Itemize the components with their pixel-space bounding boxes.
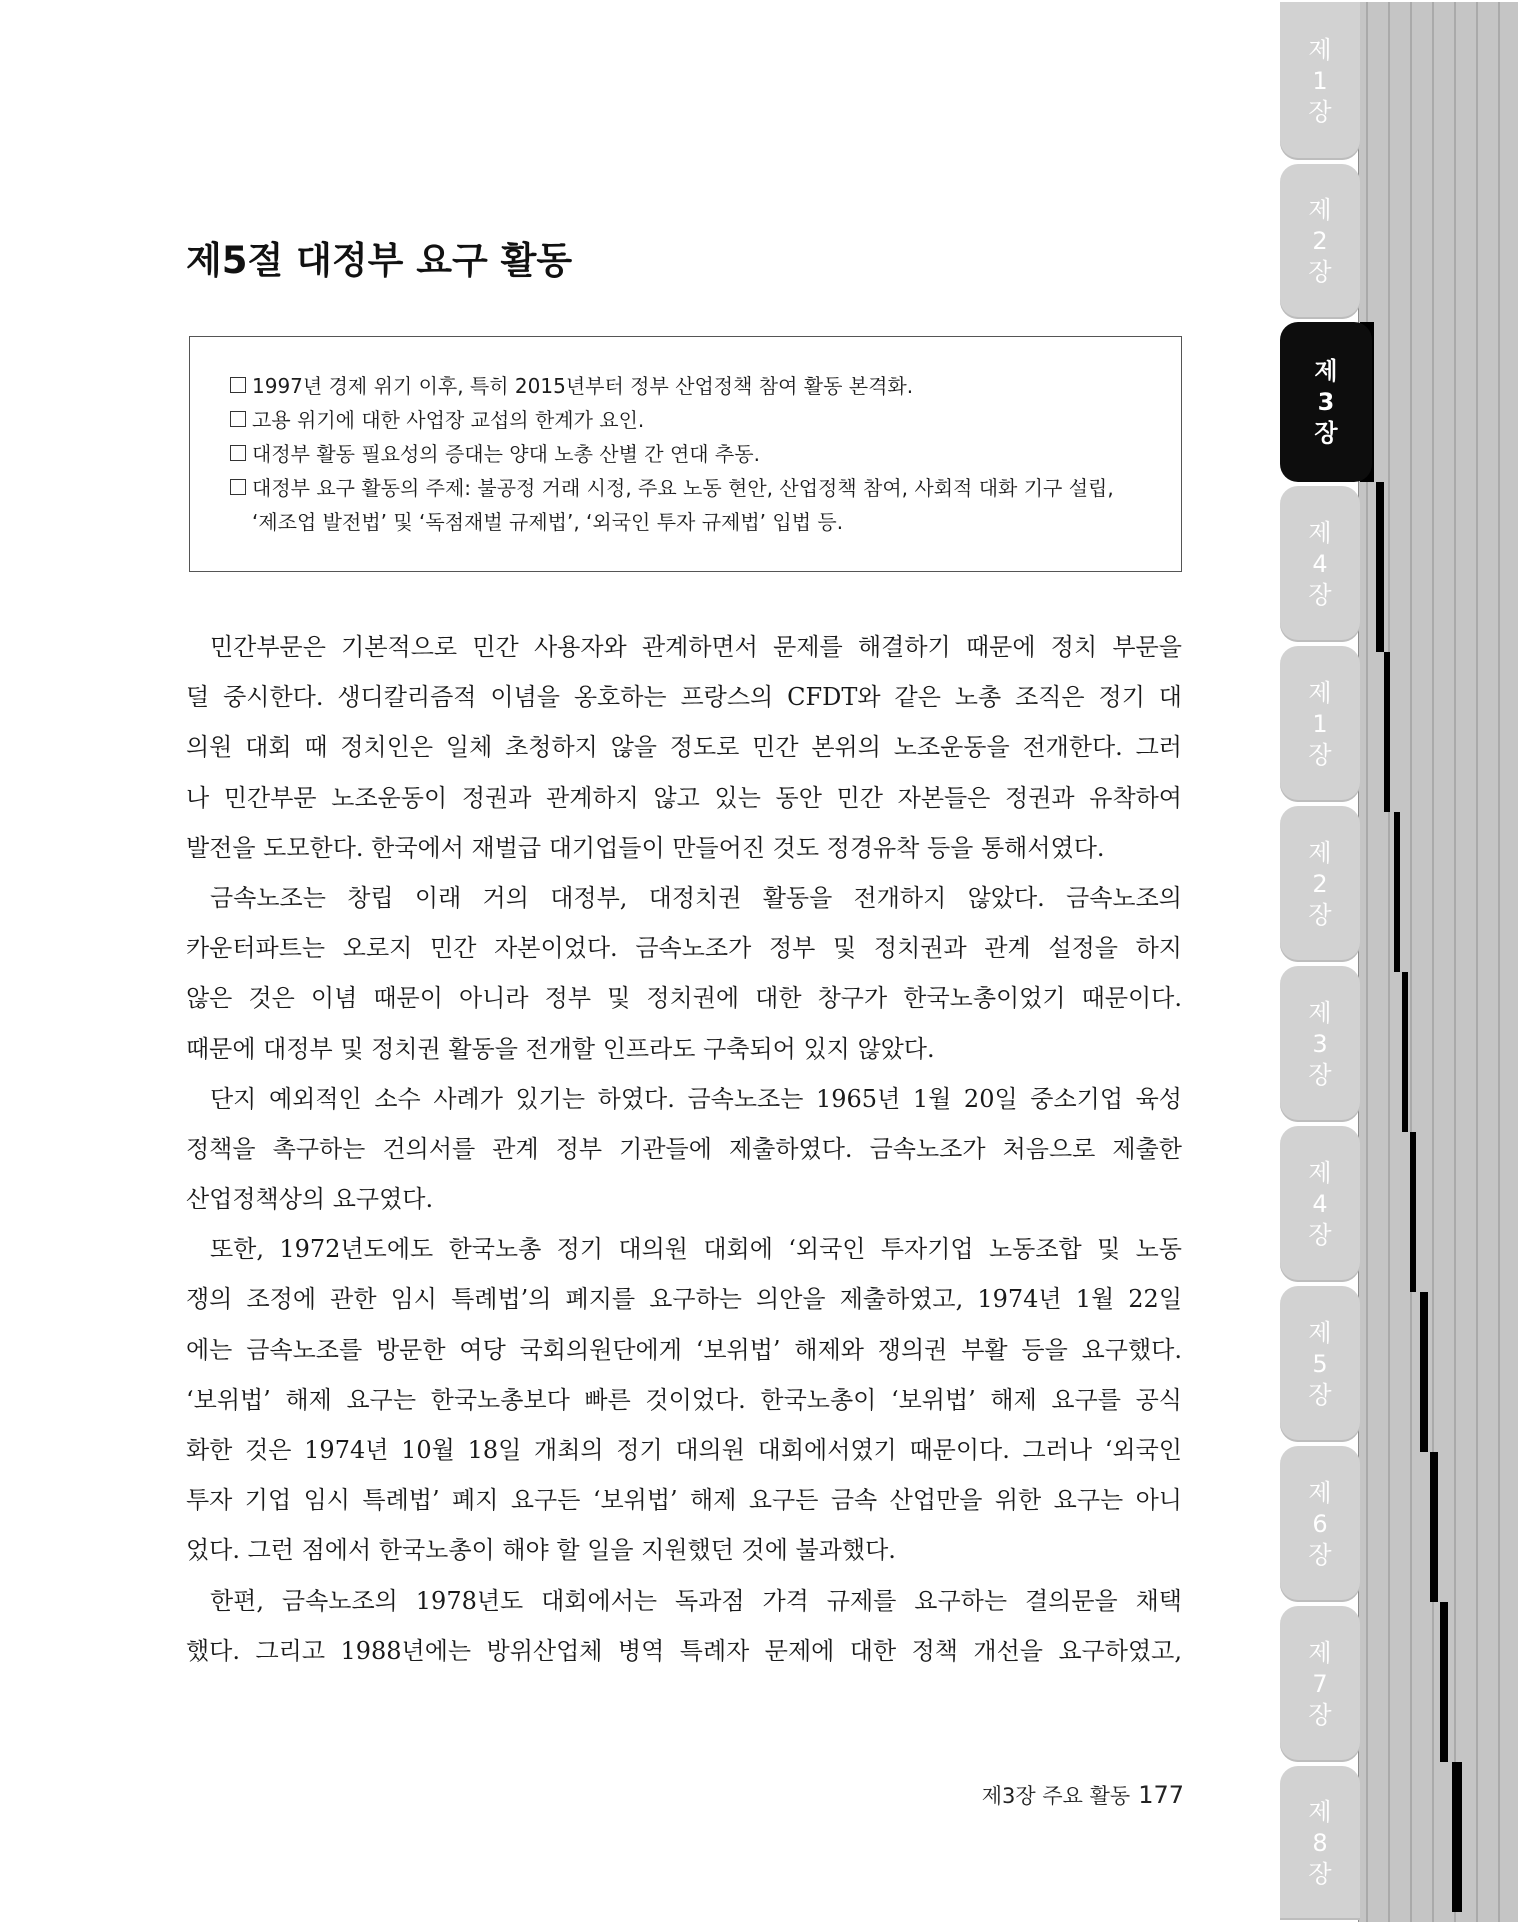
body-line: 었다. 그런 점에서 한국노총이 해야 할 일을 지원했던 것에 불과했다. (186, 1536, 896, 1565)
section-title: 제5절 대정부 요구 활동 (186, 239, 573, 282)
chapter-tab[interactable]: 제 2 장 (1280, 806, 1360, 962)
body-line: 카운터파트는 오로지 민간 자본이었다. 금속노조가 정부 및 정치권과 관계 설정을 하지 (186, 934, 1182, 963)
chapter-tab[interactable]: 제 6 장 (1280, 1446, 1360, 1602)
chapter-tab-active[interactable]: 제 3 장 (1280, 322, 1372, 482)
body-line: 한편, 금속노조의 1978년도 대회에서는 독과점 가격 규제를 요구하는 결의문을 채택 (210, 1586, 1182, 1615)
summary-item: 대정부 요구 활동의 주제: 불공정 거래 시정, 주요 노동 현안, 산업정책 참여, 사회적 대화 기구 설립, (230, 471, 1141, 505)
summary-item: 1997년 경제 위기 이후, 특히 2015년부터 정부 산업정책 참여 활동 본격화. (230, 369, 1141, 403)
body-line: 금속노조는 창립 이래 거의 대정부, 대정치권 활동을 전개하지 않았다. 금속노조의 (210, 883, 1182, 912)
summary-item: 대정부 활동 필요성의 증대는 양대 노총 산별 간 연대 추동. (230, 437, 1141, 471)
chapter-tab[interactable]: 제 1 장 (1280, 646, 1360, 802)
chapter-tab[interactable]: 제 8 장 (1280, 1766, 1360, 1920)
body-line: 덜 중시한다. 생디칼리즘적 이념을 옹호하는 프랑스의 CFDT와 같은 노총 조직은 정기 대 (186, 683, 1182, 712)
body-text (186, 622, 1182, 1676)
chapter-tab[interactable]: 제 5 장 (1280, 1286, 1360, 1442)
checkbox-icon (230, 479, 246, 495)
book-page (2, 2, 1359, 1922)
body-line: 나 민간부문 노조운동이 정권과 관계하지 않고 있는 동안 민간 자본들은 정권과 유착하여 (186, 783, 1182, 812)
body-line: 했다. 그리고 1988년에는 방위산업체 병역 특례자 문제에 대한 정책 개선을 요구하였고, (186, 1636, 1182, 1665)
summary-item-continuation: ‘제조업 발전법’ 및 ‘독점재벌 규제법’, ‘외국인 투자 규제법’ 입법 등. (252, 510, 844, 534)
body-line: 발전을 도모한다. 한국에서 재벌급 대기업들이 만들어진 것도 정경유착 등을 통해서였다. (186, 833, 1105, 862)
chapter-tab[interactable]: 제 1 장 (1280, 2, 1360, 160)
checkbox-icon (230, 411, 246, 427)
body-line: 또한, 1972년도에도 한국노총 정기 대의원 대회에 ‘외국인 투자기업 노동조합 및 노동 (210, 1235, 1182, 1264)
chapter-tab[interactable]: 제 4 장 (1280, 486, 1360, 642)
footer-chapter-label: 제3장 주요 활동 (981, 1784, 1131, 1808)
body-line: 민간부문은 기본적으로 민간 사용자와 관계하면서 문제를 해결하기 때문에 정치 부문을 (210, 633, 1182, 661)
chapter-tab[interactable]: 제 7 장 (1280, 1606, 1360, 1762)
chapter-tab[interactable]: 제 3 장 (1280, 966, 1360, 1122)
body-line: 않은 것은 이념 때문이 아니라 정부 및 정치권에 대한 창구가 한국노총이었기 때문이다. (186, 984, 1182, 1013)
checkbox-icon (230, 377, 246, 393)
chapter-tab[interactable]: 제 4 장 (1280, 1126, 1360, 1282)
page-footer (976, 1780, 1184, 1810)
summary-item: 고용 위기에 대한 사업장 교섭의 한계가 요인. (230, 403, 1141, 437)
body-line: 때문에 대정부 및 정치권 활동을 전개할 인프라도 구축되어 있지 않았다. (186, 1034, 935, 1063)
summary-box (189, 336, 1182, 572)
body-line: 정책을 촉구하는 건의서를 관계 정부 기관들에 제출하였다. 금속노조가 처음으로 제출한 (186, 1134, 1182, 1163)
body-line: 화한 것은 1974년 10월 18일 개최의 정기 대의원 대회에서였기 때문이다. 그러나 ‘외국인 (186, 1436, 1182, 1464)
checkbox-icon (230, 445, 246, 461)
page-number: 177 (1138, 1781, 1184, 1809)
body-line: 단지 예외적인 소수 사례가 있기는 하였다. 금속노조는 1965년 1월 20일 중소기업 육성 (210, 1084, 1182, 1113)
body-line: 에는 금속노조를 방문한 여당 국회의원단에게 ‘보위법’ 해제와 쟁의권 부활 등을 요구했다. (186, 1335, 1182, 1364)
body-line: ‘보위법’ 해제 요구는 한국노총보다 빠른 것이었다. 한국노총이 ‘보위법’ 해제 요구를 공식 (186, 1385, 1182, 1414)
page-edges (1358, 2, 1518, 1922)
chapter-tab[interactable]: 제 2 장 (1280, 164, 1360, 319)
body-line: 투자 기업 임시 특례법’ 폐지 요구든 ‘보위법’ 해제 요구든 금속 산업만을 위한 요구는 아니 (186, 1486, 1182, 1515)
body-line: 의원 대회 때 정치인은 일체 초청하지 않을 정도로 민간 본위의 노조운동을 전개한다. 그러 (186, 733, 1182, 762)
body-line: 산업정책상의 요구였다. (186, 1185, 434, 1214)
body-line: 쟁의 조정에 관한 임시 특례법’의 폐지를 요구하는 의안을 제출하였고, 1974년 1월 22일 (186, 1285, 1182, 1314)
